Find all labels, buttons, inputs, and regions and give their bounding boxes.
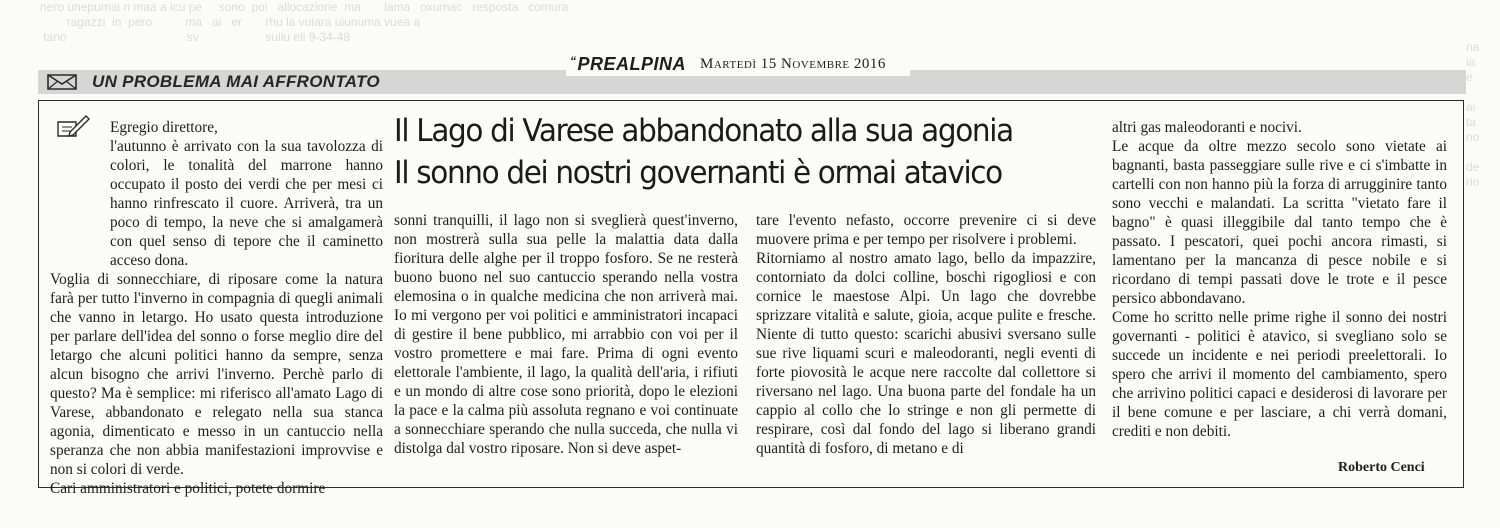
paragraph: altri gas maleodoranti e nocivi. bbox=[1112, 119, 1302, 136]
section-title: UN PROBLEMA MAI AFFRONTATO bbox=[92, 72, 380, 91]
text-column-2 bbox=[394, 211, 738, 458]
paragraph: Cari amministratori e politici, potete dormire bbox=[50, 480, 326, 497]
text-column-3 bbox=[756, 211, 1096, 458]
bleed-through-text: nero unepumai n maa a icu pe : sono poi allocazione ma lama oxumac resposta comura ragazzi in pero ma ai er rhu la vuiara uiunuma vuea a tano sv suilu eli 9-34-48 bbox=[40, 0, 569, 44]
paragraph: Le acque da oltre mezzo secolo sono vietate ai bagnanti, basta passeggiare sulle rive e ci s'imbatte in cartelli con non hanno più la forza di arrugginire tanto sono vecchi e malandati. La scritta "vietato fare il bagno" è quasi illeggibile dal tanto tempo che è passato. I pescatori, quei pochi ancora rimasti, si lamentano per la mancanza di pesce nobile e si ricordano di tempi passati dove le trote e il pesce persico abbondavano. bbox=[1112, 138, 1447, 307]
masthead bbox=[566, 52, 910, 76]
newspaper-logo: “ PREALPINA bbox=[570, 54, 686, 75]
paragraph: Come ho scritto nelle prime righe il sonno dei nostri governanti - politici è atavico, si svegliano solo se succede un incidente e nei periodi preelettorali. Io spero che arrivi il momento del cambiamento, spero che arrivino politici capaci e desiderosi di lavorare per il bene comune e per lasciare, a chi verrà domani, crediti e non debiti. bbox=[1112, 309, 1447, 440]
publication-date: Martedì 15 Novembre 2016 bbox=[700, 55, 886, 72]
paragraph: l'autunno è arrivato con la sua tavolozza di colori, le tonalità del marrone hanno occupato il posto dei verdi che per mesi ci hanno rinfrescato il cuore. Arriverà, tra un poco di tempo, la neve che si amalgamerà con quel senso di tepore che il caminetto acceso dona. bbox=[110, 138, 383, 269]
paragraph: Ritorniamo al nostro amato lago, bello da impazzire, contorniato da dolci colline, boschi rigogliosi e con cornice le maestose Alpi. Un lago che dovrebbe sprizzare vitalità e salute, gioia, acque pulite e fresche. Niente di tutto questo: scarichi abusivi sversano sulle sue rive liquami scuri e maleodoranti, negli eventi di forte piovosità le acque nere raccolte dal collettore si riversano nel lago. Una buona parte del fondale ha un cappio al collo che lo stringe e non gli permette di respirare, così dal fondo del lago si liberano grandi quantità di fosforo, di metano e di bbox=[756, 250, 1096, 457]
text-column-1 bbox=[50, 118, 383, 498]
text-column-4 bbox=[1112, 118, 1447, 441]
paragraph: sonni tranquilli, il lago non si sveglierà quest'inverno, non mostrerà sulla sua pelle la malattia data dalla fioritura delle alghe per il troppo fosforo. Se ne resterà buono buono nel suo cantuccio sperando nella vostra elemosina o in qualche medicina che non arriverà mai. Io mi vergono per voi politici e amministratori incapaci di gestire il bene pubblico, mi arrabbio con voi per il vostro promettere e mai fare. Prima di ogni evento elettorale l'ambiente, il lago, la qualità dell'aria, i rifiuti e un mondo di altre cose sono priorità, dopo le elezioni la pace e la calma più assoluta regnano e voi continuate a sonnecchiare sperando che nulla succeda, che nulla vi distolga dal vostro riposare. Non si deve aspet- bbox=[394, 212, 738, 457]
author-signature: Roberto Cenci bbox=[1338, 460, 1425, 475]
headline-line-1: Il Lago di Varese abbandonato alla sua agonia bbox=[394, 113, 1013, 149]
paragraph: tare l'evento nefasto, occorre prevenire ci si deve muovere prima e per tempo per risolvere i problemi. bbox=[756, 212, 1096, 248]
paragraph: Voglia di sonnecchiare, di riposare come la natura farà per tutto l'inverno in compagnia di quegli animali che vanno in letargo. Ho usato questa introduzione per parlare dell'idea del sonno o forse meglio dire del letargo che alcuni politici hanno da sempre, senza alcun bisogno che arrivi l'inverno. Perchè parlo di questo? Ma è semplice: mi riferisco all'amato Lago di Varese, abbandonato e relegato nella sua stanca agonia, dimenticato e messo in un cantuccio nella speranza che non abbia manifestazioni improvvise e non si colori di verde. bbox=[50, 271, 383, 478]
letter-greeting: Egregio direttore, bbox=[110, 119, 218, 136]
article-headline bbox=[394, 110, 1078, 194]
envelope-icon bbox=[46, 73, 78, 91]
headline-line-2: Il sonno dei nostri governanti è ormai atavico bbox=[394, 155, 1002, 191]
bleed-through-text-edge: na ia e ai ta no de rio bbox=[1466, 40, 1480, 189]
